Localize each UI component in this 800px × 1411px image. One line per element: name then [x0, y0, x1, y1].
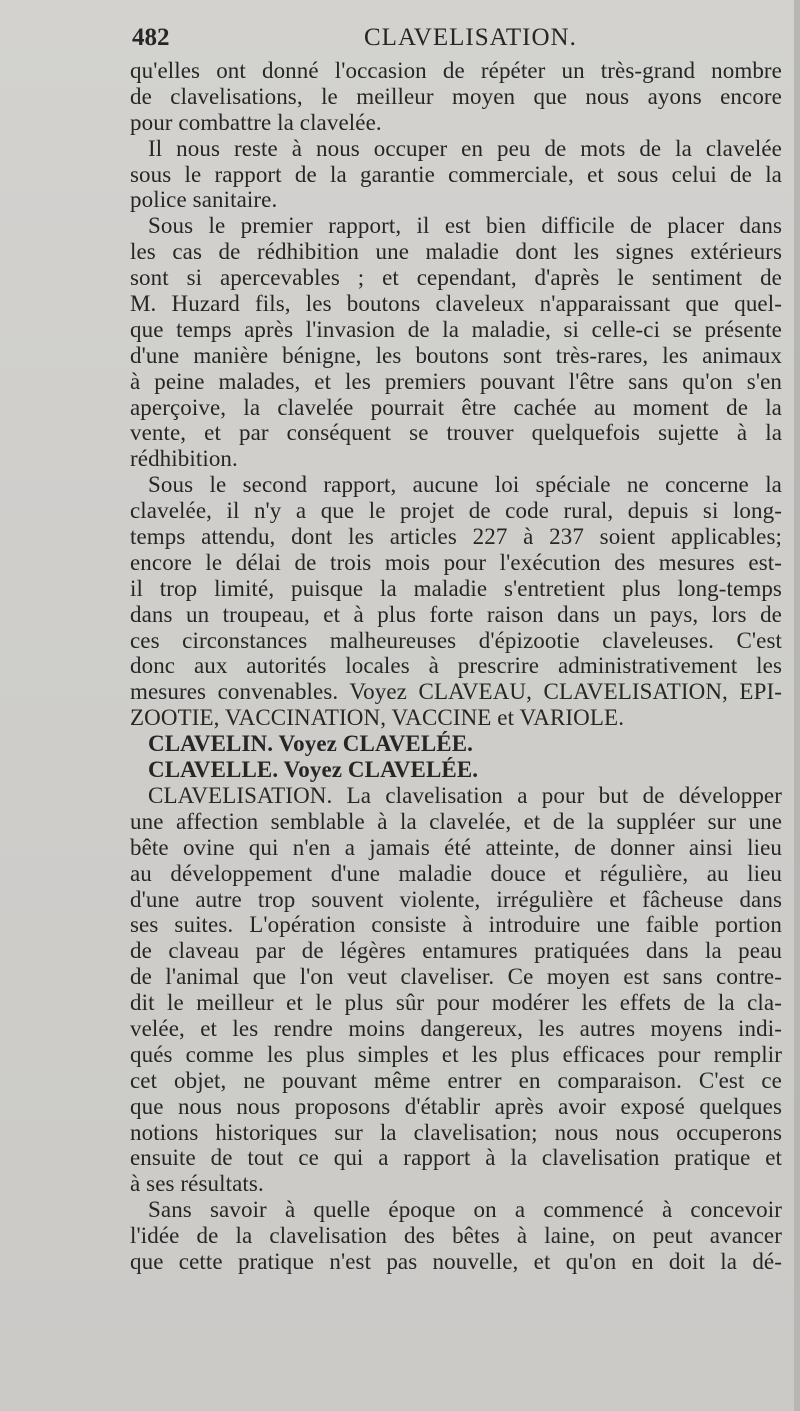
text-line: mesures convenables. Voyez CLAVEAU, CLAVELISATION, EPI- — [130, 679, 782, 705]
entry-line-clavelin: CLAVELIN. Voyez CLAVELÉE. — [148, 731, 474, 757]
text-line: au développement d'une maladie douce et régulière, au lieu — [130, 860, 782, 886]
text-line: donc aux autorités locales à prescrire administrativement les — [130, 653, 782, 679]
text-line: qu'elles ont donné l'occasion de répéter un très-grand nombre — [130, 58, 782, 83]
text-line: de l'animal que l'on veut claveliser. Ce moyen est sans contre- — [130, 964, 782, 990]
text-line: d'une autre trop souvent violente, irrégulière et fâcheuse dans — [130, 886, 782, 912]
text-line: ses suites. L'opération consiste à introduire une faible portion — [130, 912, 782, 938]
text-line: M. Huzard fils, les boutons claveleux n'apparaissant que quel- — [130, 291, 782, 317]
text-line: cet objet, ne pouvant même entrer en comparaison. C'est ce — [130, 1067, 782, 1093]
text-line: vente, et par conséquent se trouver quelquefois sujette à la — [130, 420, 782, 446]
running-head — [132, 24, 782, 58]
text-line: d'une manière bénigne, les boutons sont très-rares, les animaux — [130, 342, 782, 368]
text-line: Il nous reste à nous occuper en peu de mots de la clavelée — [148, 135, 782, 161]
text-line: de claveau par de légères entamures pratiquées dans la peau — [130, 938, 782, 964]
text-line: que cette pratique n'est pas nouvelle, et qu'on en doit la dé- — [130, 1248, 782, 1274]
text-line: pour combattre la clavelée. — [130, 109, 382, 135]
text-line: velée, et les rendre moins dangereux, les autres moyens indi- — [130, 1015, 782, 1041]
text-line: l'idée de la clavelisation des bêtes à laine, on peut avancer — [130, 1223, 782, 1249]
text-line: Sous le second rapport, aucune loi spéciale ne concerne la — [148, 472, 782, 498]
page-number: 482 — [132, 24, 170, 51]
text-line: à peine malades, et les premiers pouvant l'être sans qu'on s'en — [130, 368, 782, 394]
text-line: il trop limité, puisque la maladie s'entretient plus long-temps — [130, 575, 782, 601]
text-line: rédhibition. — [130, 446, 238, 472]
text-line: sont si apercevables ; et cependant, d'après le sentiment de — [130, 265, 782, 291]
page-edge — [794, 0, 800, 1411]
text-line: clavelée, il n'y a que le projet de code rural, depuis si long- — [130, 498, 782, 524]
text-line: ces circonstances malheureuses d'épizootie claveleuses. C'est — [130, 627, 782, 653]
text-line: sous le rapport de la garantie commerciale, et sous celui de la — [130, 161, 782, 187]
entry-line-clavelle: CLAVELLE. Voyez CLAVELÉE. — [148, 757, 479, 783]
text-line: temps attendu, dont les articles 227 à 237 soient applicables; — [130, 524, 782, 550]
text-line: encore le délai de trois mois pour l'exécution des mesures est- — [130, 549, 782, 575]
text-line: police sanitaire. — [130, 187, 278, 213]
text-line: qués comme les plus simples et les plus efficaces pour remplir — [130, 1041, 782, 1067]
text-line: bête ovine qui n'en a jamais été atteinte, de donner ainsi lieu — [130, 834, 782, 860]
running-title: CLAVELISATION. — [364, 24, 577, 51]
body-text — [130, 58, 782, 1275]
text-line: les cas de rédhibition une maladie dont les signes extérieurs — [130, 239, 782, 265]
text-line: dit le meilleur et le plus sûr pour modérer les effets de la cla- — [130, 990, 782, 1016]
entry-line-clavelisation: CLAVELISATION. La clavelisation a pour but de développer — [148, 782, 782, 808]
text-line: de clavelisations, le meilleur moyen que nous ayons encore — [130, 83, 782, 109]
text-line: ensuite de tout ce qui a rapport à la clavelisation pratique et — [130, 1145, 782, 1171]
text-line: notions historiques sur la clavelisation; nous nous occuperons — [130, 1119, 782, 1145]
text-line: dans un troupeau, et à plus forte raison dans un pays, lors de — [130, 601, 782, 627]
text-line: Sans savoir à quelle époque on a commencé à concevoir — [148, 1197, 782, 1223]
text-line: une affection semblable à la clavelée, et de la suppléer sur une — [130, 808, 782, 834]
text-line: que nous nous proposons d'établir après avoir exposé quelques — [130, 1093, 782, 1119]
text-line: aperçoive, la clavelée pourrait être cachée au moment de la — [130, 394, 782, 420]
text-line: à ses résultats. — [130, 1171, 264, 1197]
text-line: que temps après l'invasion de la maladie, si celle-ci se présente — [130, 316, 782, 342]
text-line: ZOOTIE, VACCINATION, VACCINE et VARIOLE. — [130, 705, 625, 731]
text-line: Sous le premier rapport, il est bien difficile de placer dans — [148, 213, 782, 239]
